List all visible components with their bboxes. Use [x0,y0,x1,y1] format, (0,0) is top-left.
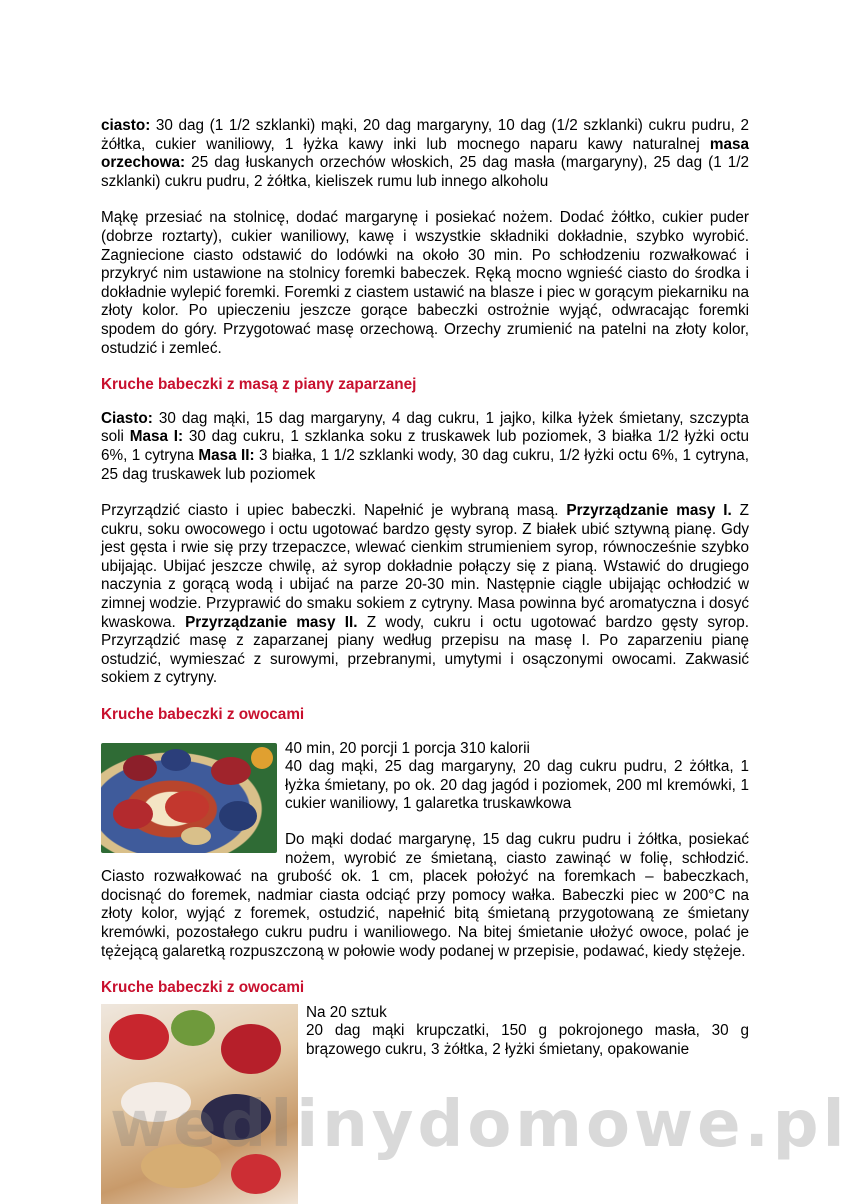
label-przyrzadzanie-2: Przyrządzanie masy II. [185,613,358,631]
ingredients-paragraph: 40 dag mąki, 25 dag margaryny, 20 dag cukru pudru, 2 żółtka, 1 łyżka śmietany, po ok. 20 dag jagód i poziomek, 200 ml kremówki, 1 cukier waniliowy, 1 galaretka truskawkowa [285,758,749,813]
method-paragraph [101,502,749,688]
recipe-meta: 40 min, 20 porcji 1 porcja 310 kalorii [285,739,530,757]
text: Z wody, cukru i octu ugotować bardzo gęsty syrop. Przyrządzić masę z zaparzanej piany według przepisu na masę I. Po zaparzeniu pianę ostudzić, wymieszać z surowymi, przebranymi, umytymi i osączonymi owocami. Zakwasić sokiem z cytryny. [101,613,750,687]
recipe-title: Kruche babeczki z owocami [101,706,305,724]
text: Z cukru, soku owocowego i octu ugotować bardzo gęsty syrop. Z białek ubić sztywną pianę. Gdy jest gęsta i rwie się przy trzepaczce, wlewać cienkim strumieniem syrop, równocześnie szybko ubijając. Ubijać jeszcze chwilę, aż syrop dokładnie połączy się z pianą. Wstawić do drugiego naczynia z gorącą wodą i ubijać na parze 20-30 min. Następnie ciągle ubijając ochłodzić w zimnej wodzie. Przyprawić do smaku sokiem z cytryny. Masa powinna być aromatyczna i dosyć kwaskowa. [101,502,749,631]
label-masa-1: Masa I: [129,428,184,446]
watermark: wedlinydomowe.pl [110,1088,849,1162]
text: 25 dag łuskanych orzechów włoskich, 25 dag masła (margaryny), 25 dag (1 1/2 szklanki) cukru pudru, 2 żółtka, kieliszek rumu lub innego alkoholu [101,154,749,190]
document-page [101,117,749,1204]
text: 30 dag cukru, 1 szklanka soku z truskawek lub poziomek, 3 białka 1/2 łyżki octu 6%, 1 cytryna [101,428,750,464]
text: 3 białka, 1 1/2 szklanki wody, 30 dag cukru, 1/2 łyżki octu 6%, 1 cytryna, 25 dag truskawek lub poziomek [101,446,749,483]
label-masa-orzechowa: masa orzechowa: [101,135,749,172]
recipe-title: Kruche babeczki z owocami [101,979,305,997]
recipe-with-photo [101,740,749,962]
method-paragraph: Do mąki dodać margarynę, 15 dag cukru pudru i żółtka, posiekać nożem, wyrobić ze śmietaną, ciasto zawinąć w folię, schłodzić. Ciasto rozwałkować na grubość ok. 1 cm, placek położyć na foremkach – babeczkach, docisnąć do foremek, nadmiar ciasta odciąć przy pomocy wałka. Babeczki piec w 200°C na złoty kolor, wyjąć z foremek, ostudzić, napełnić bitą śmietaną przygotowaną ze śmietany kremówki, pozostałego cukru pudru i waniliowego. Na bitej śmietanie ułożyć owoce, polać je tężejącą galaretką rozpuszczoną w połowie wody podanej w przepisie, podawać, kiedy stężeje. [101,831,749,960]
text: Przyrządzić ciasto i upiec babeczki. Napełnić je wybraną masą. [101,502,567,520]
ingredients-paragraph: 20 dag mąki krupczatki, 150 g pokrojonego masła, 30 g brązowego cukru, 3 żółtka, 2 łyżki śmietany, opakowanie [306,1022,749,1058]
recipe-servings: Na 20 sztuk [306,1003,387,1021]
text: 30 dag (1 1/2 szklanki) mąki, 20 dag margaryny, 10 dag (1/2 szklanki) cukru pudru, 2 żółtka, cukier waniliowy, 1 łyżka kawy inki lub mocnego naparu kawy naturalnej [101,117,749,153]
label-masa-2: Masa II: [198,446,255,464]
text: 30 dag mąki, 15 dag margaryny, 4 dag cukru, 1 jajko, kilka łyżek śmietany, szczypta soli [101,409,749,446]
label-przyrzadzanie-1: Przyrządzanie masy I. [566,502,732,520]
label-ciasto: ciasto: [101,117,151,134]
tartlets-photo [101,743,277,853]
recipe-title: Kruche babeczki z masą z piany zaparzanej [101,376,417,394]
label-ciasto: Ciasto: [101,409,153,427]
recipe-with-photo [101,998,749,1060]
method-paragraph: Mąkę przesiać na stolnicę, dodać margarynę i posiekać nożem. Dodać żółtko, cukier puder (dobrze roztarty), cukier waniliowy, kawę i wszystkie składniki dokładnie, szybko wyrobić. Zagniecione ciasto odstawić do lodówki na około 30 min. Po schłodzeniu rozwałkować i przykryć nim ustawione na stolnicy foremki babeczek. Ręką mocno wgnieść ciasto do środka i dokładnie wylepić foremki. Foremki z ciastem ustawić na blasze i piec w gorącym piekarniku na złoty kolor. Po upieczeniu jeszcze gorące babeczki ostrożnie wyjąć, odwracając foremki spodem do góry. Przygotować masę orzechową. Orzechy zrumienić na patelni na złoty kolor, ostudzić i zemleć. [101,209,749,357]
ingredients-paragraph [101,117,749,191]
ingredients-paragraph [101,410,749,484]
